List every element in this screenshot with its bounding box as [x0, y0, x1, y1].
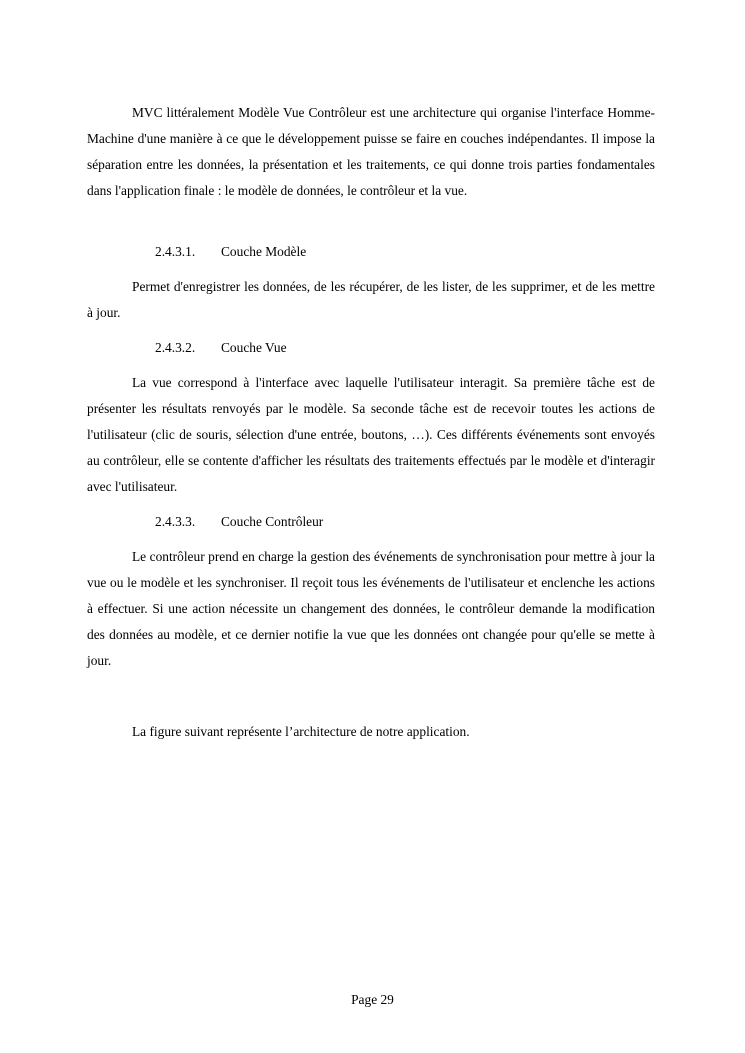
paragraph-couche-vue: La vue correspond à l'interface avec laquelle l'utilisateur interagit. Sa première tâche est de présenter les résultats renvoyés par le modèle. Sa seconde tâche est de recevoir toutes les actions de l'utilisateur (clic de souris, sélection d'une entrée, boutons, …). Ces différents événements sont envoyés au contrôleur, elle se contente d'afficher les résultats des traitements effectués par le modèle et d'interagir avec l'utilisateur. — [87, 375, 655, 494]
page-number-footer: Page 29 — [351, 992, 394, 1007]
paragraph-couche-modele: Permet d'enregistrer les données, de les récupérer, de les lister, de les supprimer, et de les mettre à jour. — [87, 279, 655, 320]
paragraph-mvc-intro: MVC littéralement Modèle Vue Contrôleur est une architecture qui organise l'interface Homme-Machine d'une manière à ce que le développement puisse se faire en couches indépendantes. Il impose la séparation entre les données, la présentation et les traitements, ce qui donne trois parties fondamentales dans l'application finale : le modèle de données, le contrôleur et la vue. — [87, 105, 655, 198]
section-title: Couche Modèle — [221, 244, 307, 259]
paragraph-figure-intro: La figure suivant représente l’architecture de notre application. — [132, 724, 470, 739]
section-title: Couche Contrôleur — [221, 514, 324, 529]
section-heading-couche-vue — [155, 338, 287, 358]
section-title: Couche Vue — [221, 340, 287, 355]
paragraph-couche-controleur: Le contrôleur prend en charge la gestion des événements de synchronisation pour mettre à jour la vue ou le modèle et les synchroniser. Il reçoit tous les événements de l'utilisateur et enclenche les actions à effectuer. Si une action nécessite un changement des données, le contrôleur demande la modification des données au modèle, et ce dernier notifie la vue que les données ont changée pour qu'elle se mette à jour. — [87, 549, 655, 668]
section-number: 2.4.3.1. — [155, 244, 196, 259]
section-number: 2.4.3.2. — [155, 340, 196, 355]
section-heading-couche-controleur — [155, 512, 323, 532]
section-number: 2.4.3.3. — [155, 514, 196, 529]
section-heading-couche-modele — [155, 242, 306, 262]
